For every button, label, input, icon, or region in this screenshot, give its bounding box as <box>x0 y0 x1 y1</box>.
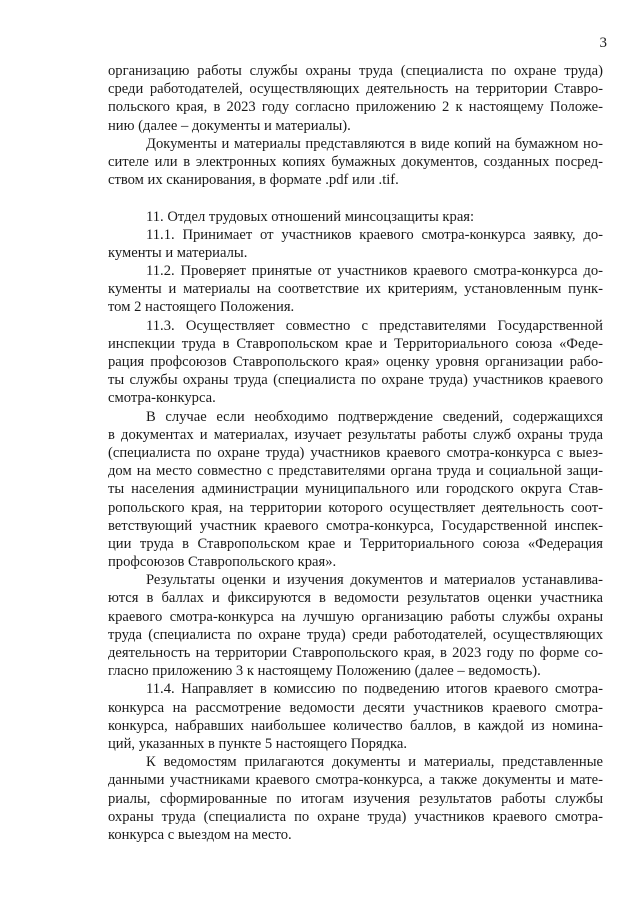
text-line: ций, указанных в пункте 5 настоящего Порядка. <box>108 735 408 752</box>
text-line: том 2 настоящего Положения. <box>108 299 295 316</box>
paragraph <box>108 208 603 226</box>
text-line: ются в баллах и фиксируются в ведомости результатов оценки участника <box>108 590 603 607</box>
paragraph <box>108 317 603 408</box>
text-line: нию (далее – документы и материалы). <box>108 117 351 134</box>
text-line: данными участниками краевого смотра-конкурса, а также документы и мате- <box>108 772 603 789</box>
text-line: конкурса, набравших наибольшее количество баллов, в каждой из номина- <box>108 717 603 734</box>
text-line: Результаты оценки и изучения документов и материалов устанавлива- <box>146 572 603 589</box>
text-line: кументы и материалы. <box>108 244 248 261</box>
text-line: конкурса с выездом на место. <box>108 826 292 843</box>
paragraph <box>108 408 603 572</box>
paragraph <box>108 262 603 317</box>
paragraph <box>108 753 603 844</box>
text-line: ропольского края, на территории которого осуществляет деятельность соот- <box>108 499 603 516</box>
text-line: 11.2. Проверяет принятые от участников краевого смотра-конкурса до- <box>146 263 603 280</box>
text-line: организацию работы службы охраны труда (специалиста по охране труда) <box>108 63 603 79</box>
text-line: краевого смотра-конкурса на лучшую организацию работы службы охраны <box>108 608 603 625</box>
paragraph <box>108 62 603 135</box>
document-body <box>108 62 603 844</box>
text-line: рация профсоюзов Ставропольского края» оценку уровня организации рабо- <box>108 354 603 370</box>
paragraph <box>108 680 603 753</box>
text-line: среди работодателей, осуществляющих деятельность на территории Ставро- <box>108 81 603 98</box>
text-line: ветствующий участник краевого смотра-конкурса, Государственной инспек- <box>108 517 603 534</box>
text-line: кументы и материалы на соответствие их критериям, установленным пунк- <box>108 281 603 298</box>
text-line: К ведомостям прилагаются документы и материалы, представленные <box>146 754 603 771</box>
text-line: охраны труда (специалиста по охране труда) участников краевого смотра- <box>108 808 603 825</box>
paragraph-gap <box>108 189 603 207</box>
text-line: в документах и материалах, изучает результаты работы служб охраны труда <box>108 426 603 443</box>
page-number: 3 <box>599 35 607 51</box>
text-line: инспекции труда в Ставропольском крае и Территориального союза «Феде- <box>108 335 603 352</box>
paragraph <box>108 135 603 190</box>
text-line: Документы и материалы представляются в виде копий на бумажном но- <box>146 135 603 152</box>
text-line: смотра-конкурса. <box>108 390 216 407</box>
text-line: польского края, в 2023 году согласно приложению 2 к настоящему Положе- <box>108 99 603 116</box>
text-line: (специалиста по охране труда) участников краевого смотра-конкурса с выез- <box>108 444 603 461</box>
text-line: гласно приложению 3 к настоящему Положению (далее – ведомость). <box>108 663 541 680</box>
text-line: ты службы охраны труда (специалиста по охране труда) участников краевого <box>108 372 603 389</box>
text-line: ции труда в Ставропольском крае и Территориального союза «Федерация <box>108 535 603 552</box>
text-line: 11. Отдел трудовых отношений минсоцзащиты края: <box>146 208 475 225</box>
text-line: конкурса на рассмотрение ведомости десяти участников краевого смотра- <box>108 699 603 716</box>
text-line: деятельность на территории Ставропольского края, в 2023 году по форме со- <box>108 645 603 661</box>
text-line: сителе или в электронных копиях бумажных документов, созданных посред- <box>108 153 603 170</box>
text-line: 11.3. Осуществляет совместно с представителями Государственной <box>146 317 603 334</box>
text-line: труда (специалиста по охране труда) среди работодателей, осуществляющих <box>108 626 603 643</box>
text-line: В случае если необходимо подтверждение сведений, содержащихся <box>146 408 603 425</box>
text-line: 11.4. Направляет в комиссию по подведению итогов краевого смотра- <box>146 681 603 698</box>
text-line: ты населения администрации муниципального или городского округа Став- <box>108 481 603 498</box>
paragraph <box>108 571 603 680</box>
text-line: дом на место совместно с представителями органа труда и социальной защи- <box>108 463 603 480</box>
text-line: 11.1. Принимает от участников краевого смотра-конкурса заявку, до- <box>146 226 603 243</box>
paragraph <box>108 226 603 262</box>
text-line: профсоюзов Ставропольского края». <box>108 554 337 571</box>
text-line: ством их сканирования, в формате .pdf или .tif. <box>108 172 399 189</box>
text-line: риалы, сформированные по итогам изучения результатов работы службы <box>108 790 603 807</box>
